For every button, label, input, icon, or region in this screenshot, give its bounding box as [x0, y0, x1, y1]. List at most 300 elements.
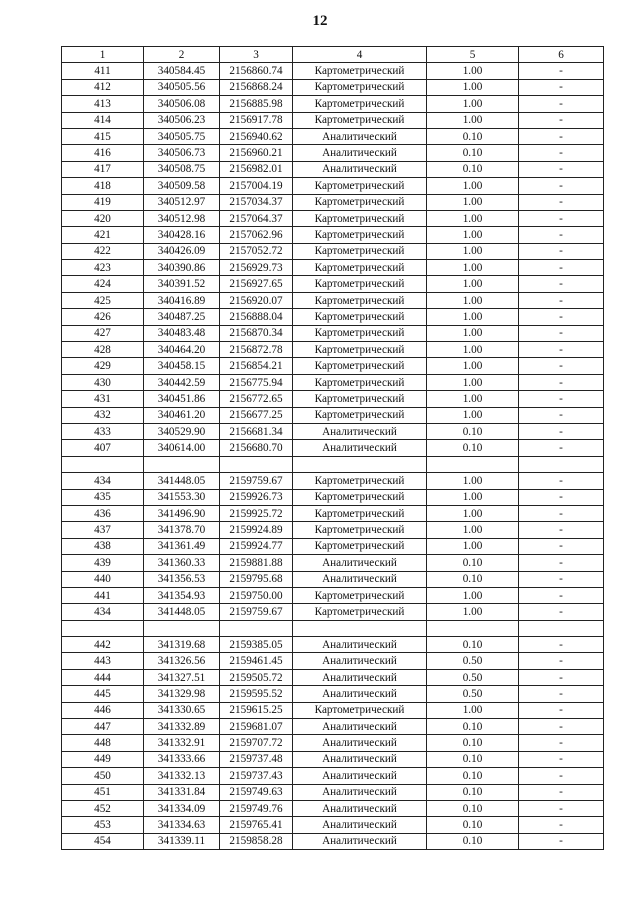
x-coordinate-cell: 340505.56 — [144, 79, 220, 95]
y-coordinate-cell: 2156888.04 — [220, 309, 293, 325]
description-cell: - — [519, 768, 604, 784]
point-number-cell: 437 — [62, 522, 144, 538]
method-cell: Картометрический — [293, 473, 427, 489]
table-row — [62, 63, 604, 79]
accuracy-cell: 1.00 — [427, 407, 519, 423]
table-row — [62, 555, 604, 571]
table-row — [62, 571, 604, 587]
point-number-cell: 416 — [62, 145, 144, 161]
y-coordinate-cell: 2159505.72 — [220, 669, 293, 685]
method-cell: Картометрический — [293, 538, 427, 554]
method-cell: Картометрический — [293, 342, 427, 358]
method-cell: Аналитический — [293, 161, 427, 177]
description-cell: - — [519, 686, 604, 702]
y-coordinate-cell: 2159615.25 — [220, 702, 293, 718]
x-coordinate-cell: 340391.52 — [144, 276, 220, 292]
y-coordinate-cell: 2156681.34 — [220, 423, 293, 439]
accuracy-cell: 0.10 — [427, 735, 519, 751]
table-row — [62, 96, 604, 112]
description-cell: - — [519, 145, 604, 161]
method-cell: Картометрический — [293, 243, 427, 259]
description-cell: - — [519, 374, 604, 390]
description-cell: - — [519, 719, 604, 735]
description-cell: - — [519, 243, 604, 259]
method-cell: Аналитический — [293, 653, 427, 669]
accuracy-cell: 1.00 — [427, 374, 519, 390]
point-number-cell: 440 — [62, 571, 144, 587]
accuracy-cell: 1.00 — [427, 489, 519, 505]
x-coordinate-cell: 340584.45 — [144, 63, 220, 79]
description-cell: - — [519, 833, 604, 849]
x-coordinate-cell: 341319.68 — [144, 637, 220, 653]
x-coordinate-cell: 340390.86 — [144, 260, 220, 276]
point-number-cell: 427 — [62, 325, 144, 341]
point-number-cell: 454 — [62, 833, 144, 849]
accuracy-cell: 0.10 — [427, 784, 519, 800]
x-coordinate-cell: 341330.65 — [144, 702, 220, 718]
description-cell: - — [519, 669, 604, 685]
accuracy-cell: 1.00 — [427, 63, 519, 79]
accuracy-cell: 1.00 — [427, 260, 519, 276]
description-cell: - — [519, 194, 604, 210]
description-cell: - — [519, 751, 604, 767]
table-row — [62, 112, 604, 128]
accuracy-cell: 1.00 — [427, 587, 519, 603]
description-cell: - — [519, 342, 604, 358]
y-coordinate-cell: 2157052.72 — [220, 243, 293, 259]
x-coordinate-cell: 340442.59 — [144, 374, 220, 390]
description-cell: - — [519, 407, 604, 423]
table-row — [62, 309, 604, 325]
method-cell: Картометрический — [293, 489, 427, 505]
point-number-cell: 432 — [62, 407, 144, 423]
description-cell — [519, 620, 604, 636]
x-coordinate-cell: 340483.48 — [144, 325, 220, 341]
table-row — [62, 276, 604, 292]
method-cell: Картометрический — [293, 374, 427, 390]
table-row — [62, 79, 604, 95]
method-cell: Картометрический — [293, 522, 427, 538]
point-number-cell: 424 — [62, 276, 144, 292]
point-number-cell: 407 — [62, 440, 144, 456]
x-coordinate-cell: 340506.73 — [144, 145, 220, 161]
accuracy-cell: 0.50 — [427, 669, 519, 685]
accuracy-cell: 1.00 — [427, 292, 519, 308]
table-row — [62, 637, 604, 653]
point-number-cell: 444 — [62, 669, 144, 685]
table-row — [62, 817, 604, 833]
accuracy-cell: 0.10 — [427, 817, 519, 833]
point-number-cell: 420 — [62, 210, 144, 226]
table-row — [62, 800, 604, 816]
point-number-cell: 417 — [62, 161, 144, 177]
table-row — [62, 833, 604, 849]
accuracy-cell: 1.00 — [427, 358, 519, 374]
point-number-cell: 415 — [62, 128, 144, 144]
description-cell: - — [519, 79, 604, 95]
method-cell: Картометрический — [293, 178, 427, 194]
description-cell: - — [519, 309, 604, 325]
y-coordinate-cell: 2159858.28 — [220, 833, 293, 849]
description-cell: - — [519, 292, 604, 308]
method-cell: Картометрический — [293, 112, 427, 128]
method-cell: Картометрический — [293, 505, 427, 521]
table-row — [62, 161, 604, 177]
point-number-cell: 448 — [62, 735, 144, 751]
description-cell: - — [519, 800, 604, 816]
table-row — [62, 538, 604, 554]
x-coordinate-cell: 341361.49 — [144, 538, 220, 554]
table-body — [62, 63, 604, 850]
y-coordinate-cell: 2159749.76 — [220, 800, 293, 816]
y-coordinate-cell: 2156854.21 — [220, 358, 293, 374]
method-cell — [293, 456, 427, 472]
description-cell: - — [519, 473, 604, 489]
accuracy-cell: 0.50 — [427, 686, 519, 702]
y-coordinate-cell: 2159707.72 — [220, 735, 293, 751]
description-cell: - — [519, 325, 604, 341]
method-cell: Картометрический — [293, 309, 427, 325]
x-coordinate-cell: 340529.90 — [144, 423, 220, 439]
method-cell: Картометрический — [293, 587, 427, 603]
accuracy-cell: 1.00 — [427, 604, 519, 620]
table-row — [62, 587, 604, 603]
y-coordinate-cell: 2159924.77 — [220, 538, 293, 554]
table-row — [62, 407, 604, 423]
y-coordinate-cell: 2159881.88 — [220, 555, 293, 571]
x-coordinate-cell: 340512.98 — [144, 210, 220, 226]
x-coordinate-cell: 341496.90 — [144, 505, 220, 521]
y-coordinate-cell: 2156680.70 — [220, 440, 293, 456]
point-number-cell: 443 — [62, 653, 144, 669]
x-coordinate-cell: 341331.84 — [144, 784, 220, 800]
x-coordinate-cell: 341332.13 — [144, 768, 220, 784]
method-cell: Аналитический — [293, 817, 427, 833]
accuracy-cell: 0.10 — [427, 555, 519, 571]
x-coordinate-cell: 340461.20 — [144, 407, 220, 423]
x-coordinate-cell: 341332.89 — [144, 719, 220, 735]
x-coordinate-cell: 341553.30 — [144, 489, 220, 505]
description-cell: - — [519, 112, 604, 128]
table-row — [62, 292, 604, 308]
point-number-cell: 414 — [62, 112, 144, 128]
accuracy-cell: 1.00 — [427, 522, 519, 538]
accuracy-cell: 1.00 — [427, 342, 519, 358]
point-number-cell: 412 — [62, 79, 144, 95]
description-cell: - — [519, 276, 604, 292]
method-cell: Аналитический — [293, 751, 427, 767]
table-row — [62, 128, 604, 144]
table-row — [62, 210, 604, 226]
x-coordinate-cell: 340506.08 — [144, 96, 220, 112]
column-header: 2 — [144, 47, 220, 63]
point-number-cell: 430 — [62, 374, 144, 390]
accuracy-cell: 0.10 — [427, 800, 519, 816]
x-coordinate-cell: 340505.75 — [144, 128, 220, 144]
x-coordinate-cell: 340458.15 — [144, 358, 220, 374]
description-cell: - — [519, 63, 604, 79]
method-cell: Аналитический — [293, 571, 427, 587]
y-coordinate-cell: 2159759.67 — [220, 473, 293, 489]
x-coordinate-cell: 341334.63 — [144, 817, 220, 833]
method-cell: Аналитический — [293, 800, 427, 816]
y-coordinate-cell: 2156772.65 — [220, 391, 293, 407]
point-number-cell: 421 — [62, 227, 144, 243]
accuracy-cell: 0.10 — [427, 571, 519, 587]
description-cell: - — [519, 96, 604, 112]
method-cell: Аналитический — [293, 719, 427, 735]
x-coordinate-cell: 341327.51 — [144, 669, 220, 685]
y-coordinate-cell: 2159737.43 — [220, 768, 293, 784]
point-number-cell: 434 — [62, 473, 144, 489]
column-header: 3 — [220, 47, 293, 63]
y-coordinate-cell: 2159461.45 — [220, 653, 293, 669]
table-row — [62, 719, 604, 735]
x-coordinate-cell: 340487.25 — [144, 309, 220, 325]
y-coordinate-cell: 2159737.48 — [220, 751, 293, 767]
column-header: 6 — [519, 47, 604, 63]
description-cell: - — [519, 637, 604, 653]
accuracy-cell: 1.00 — [427, 112, 519, 128]
accuracy-cell: 1.00 — [427, 505, 519, 521]
x-coordinate-cell: 341334.09 — [144, 800, 220, 816]
point-number-cell: 450 — [62, 768, 144, 784]
table-row — [62, 358, 604, 374]
point-number-cell: 452 — [62, 800, 144, 816]
accuracy-cell: 0.10 — [427, 145, 519, 161]
method-cell: Аналитический — [293, 423, 427, 439]
y-coordinate-cell: 2156982.01 — [220, 161, 293, 177]
method-cell: Картометрический — [293, 604, 427, 620]
accuracy-cell: 0.10 — [427, 768, 519, 784]
y-coordinate-cell: 2159795.68 — [220, 571, 293, 587]
point-number-cell: 442 — [62, 637, 144, 653]
method-cell: Картометрический — [293, 96, 427, 112]
point-number-cell: 428 — [62, 342, 144, 358]
description-cell — [519, 456, 604, 472]
y-coordinate-cell: 2156920.07 — [220, 292, 293, 308]
point-number-cell: 429 — [62, 358, 144, 374]
table-row — [62, 391, 604, 407]
y-coordinate-cell: 2159681.07 — [220, 719, 293, 735]
description-cell: - — [519, 604, 604, 620]
table-row — [62, 178, 604, 194]
point-number-cell: 423 — [62, 260, 144, 276]
table-row — [62, 735, 604, 751]
table-row — [62, 522, 604, 538]
y-coordinate-cell: 2159750.00 — [220, 587, 293, 603]
point-number-cell — [62, 620, 144, 636]
x-coordinate-cell: 341326.56 — [144, 653, 220, 669]
y-coordinate-cell: 2159385.05 — [220, 637, 293, 653]
table-row — [62, 505, 604, 521]
description-cell: - — [519, 735, 604, 751]
y-coordinate-cell: 2156960.21 — [220, 145, 293, 161]
accuracy-cell: 0.10 — [427, 751, 519, 767]
accuracy-cell — [427, 620, 519, 636]
point-number-cell: 411 — [62, 63, 144, 79]
y-coordinate-cell: 2159595.52 — [220, 686, 293, 702]
y-coordinate-cell: 2157064.37 — [220, 210, 293, 226]
description-cell: - — [519, 817, 604, 833]
table-row — [62, 604, 604, 620]
description-cell: - — [519, 522, 604, 538]
point-number-cell: 439 — [62, 555, 144, 571]
method-cell: Картометрический — [293, 276, 427, 292]
point-number-cell: 451 — [62, 784, 144, 800]
column-header: 5 — [427, 47, 519, 63]
x-coordinate-cell: 340512.97 — [144, 194, 220, 210]
table-row — [62, 751, 604, 767]
accuracy-cell: 1.00 — [427, 276, 519, 292]
y-coordinate-cell: 2159759.67 — [220, 604, 293, 620]
point-number-cell: 441 — [62, 587, 144, 603]
point-number-cell: 445 — [62, 686, 144, 702]
y-coordinate-cell: 2159925.72 — [220, 505, 293, 521]
accuracy-cell: 1.00 — [427, 79, 519, 95]
table-row — [62, 686, 604, 702]
x-coordinate-cell: 340428.16 — [144, 227, 220, 243]
column-header: 1 — [62, 47, 144, 63]
description-cell: - — [519, 538, 604, 554]
point-number-cell: 435 — [62, 489, 144, 505]
table-spacer-row — [62, 620, 604, 636]
description-cell: - — [519, 128, 604, 144]
y-coordinate-cell — [220, 456, 293, 472]
y-coordinate-cell: 2157034.37 — [220, 194, 293, 210]
method-cell: Аналитический — [293, 833, 427, 849]
y-coordinate-cell: 2156677.25 — [220, 407, 293, 423]
method-cell: Аналитический — [293, 686, 427, 702]
x-coordinate-cell: 340614.00 — [144, 440, 220, 456]
coordinates-table — [61, 46, 604, 850]
accuracy-cell: 1.00 — [427, 227, 519, 243]
point-number-cell: 431 — [62, 391, 144, 407]
point-number-cell: 433 — [62, 423, 144, 439]
accuracy-cell: 0.10 — [427, 833, 519, 849]
method-cell: Аналитический — [293, 784, 427, 800]
description-cell: - — [519, 440, 604, 456]
table-header-row — [62, 47, 604, 63]
accuracy-cell: 0.10 — [427, 423, 519, 439]
x-coordinate-cell: 341360.33 — [144, 555, 220, 571]
x-coordinate-cell: 341339.11 — [144, 833, 220, 849]
accuracy-cell — [427, 456, 519, 472]
description-cell: - — [519, 653, 604, 669]
y-coordinate-cell: 2156940.62 — [220, 128, 293, 144]
table-spacer-row — [62, 456, 604, 472]
x-coordinate-cell: 340506.23 — [144, 112, 220, 128]
table-row — [62, 260, 604, 276]
description-cell: - — [519, 702, 604, 718]
point-number-cell: 426 — [62, 309, 144, 325]
x-coordinate-cell: 340451.86 — [144, 391, 220, 407]
method-cell: Аналитический — [293, 669, 427, 685]
point-number-cell: 422 — [62, 243, 144, 259]
point-number-cell — [62, 456, 144, 472]
table-row — [62, 489, 604, 505]
y-coordinate-cell: 2157004.19 — [220, 178, 293, 194]
y-coordinate-cell: 2156885.98 — [220, 96, 293, 112]
accuracy-cell: 1.00 — [427, 96, 519, 112]
table-row — [62, 784, 604, 800]
accuracy-cell: 1.00 — [427, 309, 519, 325]
method-cell — [293, 620, 427, 636]
point-number-cell: 418 — [62, 178, 144, 194]
point-number-cell: 449 — [62, 751, 144, 767]
method-cell: Картометрический — [293, 79, 427, 95]
table-row — [62, 440, 604, 456]
point-number-cell: 446 — [62, 702, 144, 718]
x-coordinate-cell: 340508.75 — [144, 161, 220, 177]
table-row — [62, 342, 604, 358]
x-coordinate-cell: 340464.20 — [144, 342, 220, 358]
table-row — [62, 243, 604, 259]
x-coordinate-cell: 340416.89 — [144, 292, 220, 308]
y-coordinate-cell: 2159926.73 — [220, 489, 293, 505]
method-cell: Картометрический — [293, 325, 427, 341]
method-cell: Аналитический — [293, 145, 427, 161]
method-cell: Картометрический — [293, 210, 427, 226]
table-row — [62, 227, 604, 243]
method-cell: Картометрический — [293, 260, 427, 276]
accuracy-cell: 1.00 — [427, 194, 519, 210]
table-row — [62, 145, 604, 161]
description-cell: - — [519, 489, 604, 505]
accuracy-cell: 0.10 — [427, 637, 519, 653]
description-cell: - — [519, 178, 604, 194]
y-coordinate-cell: 2156917.78 — [220, 112, 293, 128]
point-number-cell: 425 — [62, 292, 144, 308]
y-coordinate-cell — [220, 620, 293, 636]
point-number-cell: 419 — [62, 194, 144, 210]
point-number-cell: 434 — [62, 604, 144, 620]
accuracy-cell: 1.00 — [427, 473, 519, 489]
method-cell: Картометрический — [293, 292, 427, 308]
accuracy-cell: 1.00 — [427, 325, 519, 341]
y-coordinate-cell: 2156872.78 — [220, 342, 293, 358]
method-cell: Аналитический — [293, 128, 427, 144]
table-row — [62, 473, 604, 489]
method-cell: Картометрический — [293, 358, 427, 374]
table-row — [62, 702, 604, 718]
description-cell: - — [519, 227, 604, 243]
x-coordinate-cell: 340426.09 — [144, 243, 220, 259]
x-coordinate-cell: 341356.53 — [144, 571, 220, 587]
x-coordinate-cell — [144, 456, 220, 472]
description-cell: - — [519, 505, 604, 521]
y-coordinate-cell: 2159924.89 — [220, 522, 293, 538]
y-coordinate-cell: 2156775.94 — [220, 374, 293, 390]
table-row — [62, 768, 604, 784]
table-row — [62, 669, 604, 685]
method-cell: Аналитический — [293, 440, 427, 456]
table-row — [62, 325, 604, 341]
y-coordinate-cell: 2157062.96 — [220, 227, 293, 243]
point-number-cell: 438 — [62, 538, 144, 554]
x-coordinate-cell: 341378.70 — [144, 522, 220, 538]
y-coordinate-cell: 2156927.65 — [220, 276, 293, 292]
x-coordinate-cell: 341329.98 — [144, 686, 220, 702]
accuracy-cell: 1.00 — [427, 243, 519, 259]
accuracy-cell: 1.00 — [427, 391, 519, 407]
description-cell: - — [519, 260, 604, 276]
description-cell: - — [519, 210, 604, 226]
column-header: 4 — [293, 47, 427, 63]
x-coordinate-cell: 340509.58 — [144, 178, 220, 194]
y-coordinate-cell: 2156870.34 — [220, 325, 293, 341]
x-coordinate-cell: 341332.91 — [144, 735, 220, 751]
